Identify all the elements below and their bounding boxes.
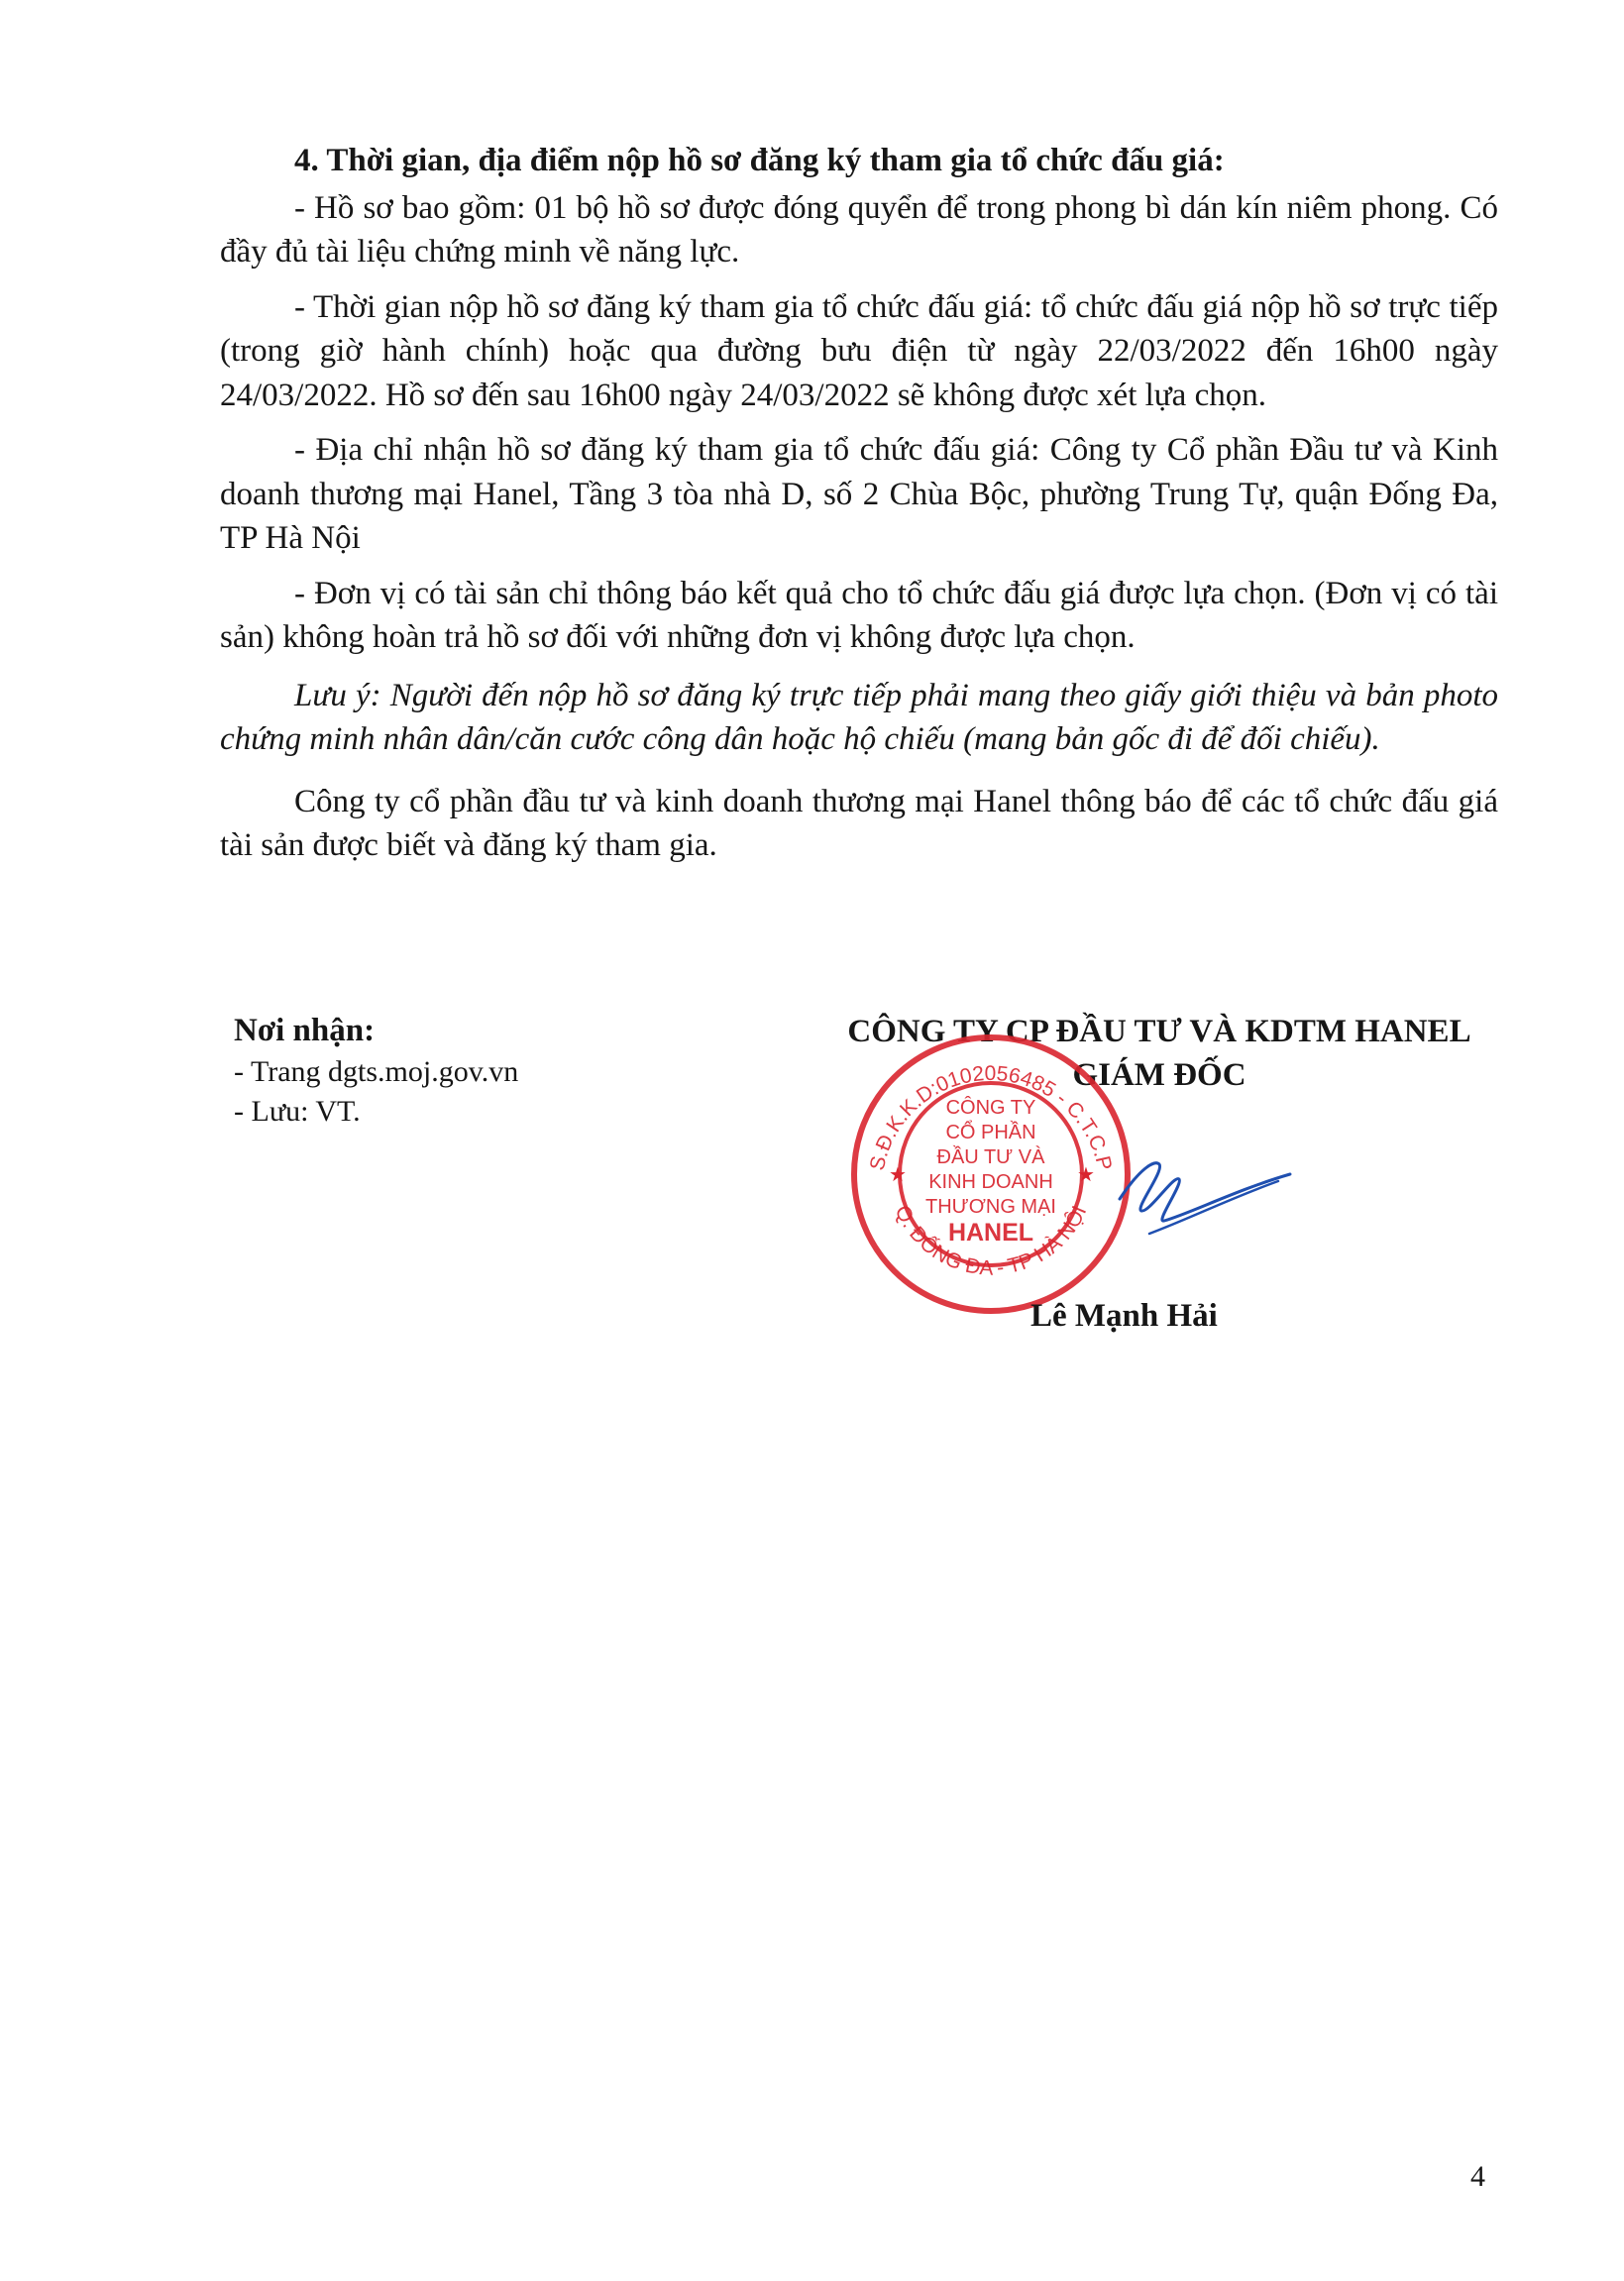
seal-center-line: KINH DOANH	[928, 1171, 1053, 1193]
paragraph-address: - Địa chỉ nhận hồ sơ đăng ký tham gia tổ chức đấu giá: Công ty Cổ phần Đầu tư và Kinh doanh thương mại Hanel, Tầng 3 tòa nhà D, số 2 Chùa Bộc, phường Trung Tự, quận Đống Đa, TP Hà Nội	[220, 432, 1498, 556]
page-number: 4	[1470, 2160, 1485, 2193]
seal-ring-bottom-text: Q. ĐỐNG ĐA - TP HÀ NỘI	[890, 1201, 1092, 1280]
seal-ring-text: S.Đ.K.K.D:0102056485 - C.T.C.P	[865, 1061, 1117, 1173]
seal-center-line: ĐẦU TƯ VÀ	[936, 1146, 1045, 1168]
recipient-item: - Trang dgts.moj.gov.vn	[234, 1055, 519, 1088]
paragraph-submission-time: - Thời gian nộp hồ sơ đăng ký tham gia tổ chức đấu giá: tổ chức đấu giá nộp hồ sơ trực tiếp (trong giờ hành chính) hoặc qua đường bưu điện từ ngày 22/03/2022 đến 16h00 ngày 24/03/2022. Hồ sơ đến sau 16h00 ngày 24/03/2022 sẽ không được xét lựa chọn.	[220, 288, 1498, 413]
paragraph-dossier: - Hồ sơ bao gồm: 01 bộ hồ sơ được đóng quyển để trong phong bì dán kín niêm phong. Có đầy đủ tài liệu chứng minh về năng lực.	[220, 189, 1498, 270]
company-name: CÔNG TY CP ĐẦU TƯ VÀ KDTM HANEL	[847, 1014, 1471, 1049]
recipients-title: Nơi nhận:	[234, 1013, 376, 1048]
seal-star-icon: ★	[889, 1164, 907, 1186]
seal-center-line: THƯƠNG MẠI	[924, 1196, 1057, 1218]
seal-star-icon: ★	[1077, 1164, 1095, 1186]
seal-center-line: CỔ PHẦN	[945, 1122, 1036, 1143]
note-paragraph: Lưu ý: Người đến nộp hồ sơ đăng ký trực tiếp phải mang theo giấy giới thiệu và bản photo chứng minh nhân dân/căn cước công dân hoặc hộ chiếu (mang bản gốc đi để đối chiếu).	[220, 677, 1498, 757]
section-heading: 4. Thời gian, địa điểm nộp hồ sơ đăng ký tham gia tổ chức đấu giá:	[294, 143, 1225, 178]
closing-paragraph: Công ty cổ phần đầu tư và kinh doanh thương mại Hanel thông báo để các tổ chức đấu giá tài sản được biết và đăng ký tham gia.	[220, 783, 1498, 863]
signer-name: Lê Mạnh Hải	[1030, 1298, 1218, 1334]
seal-center-line: HANEL	[947, 1219, 1034, 1247]
document-body	[220, 139, 1498, 879]
seal-center-line: CÔNG TY	[945, 1097, 1036, 1119]
signer-position: GIÁM ĐỐC	[1072, 1057, 1246, 1093]
recipient-item: - Lưu: VT.	[234, 1095, 361, 1128]
recipients-block	[234, 1011, 518, 1132]
paragraph-result-notice: - Đơn vị có tài sản chỉ thông báo kết quả cho tổ chức đấu giá được lựa chọn. (Đơn vị có tài sản) không hoàn trả hồ sơ đối với những đơn vị không được lựa chọn.	[220, 575, 1498, 655]
handwritten-signature	[1080, 1130, 1298, 1278]
